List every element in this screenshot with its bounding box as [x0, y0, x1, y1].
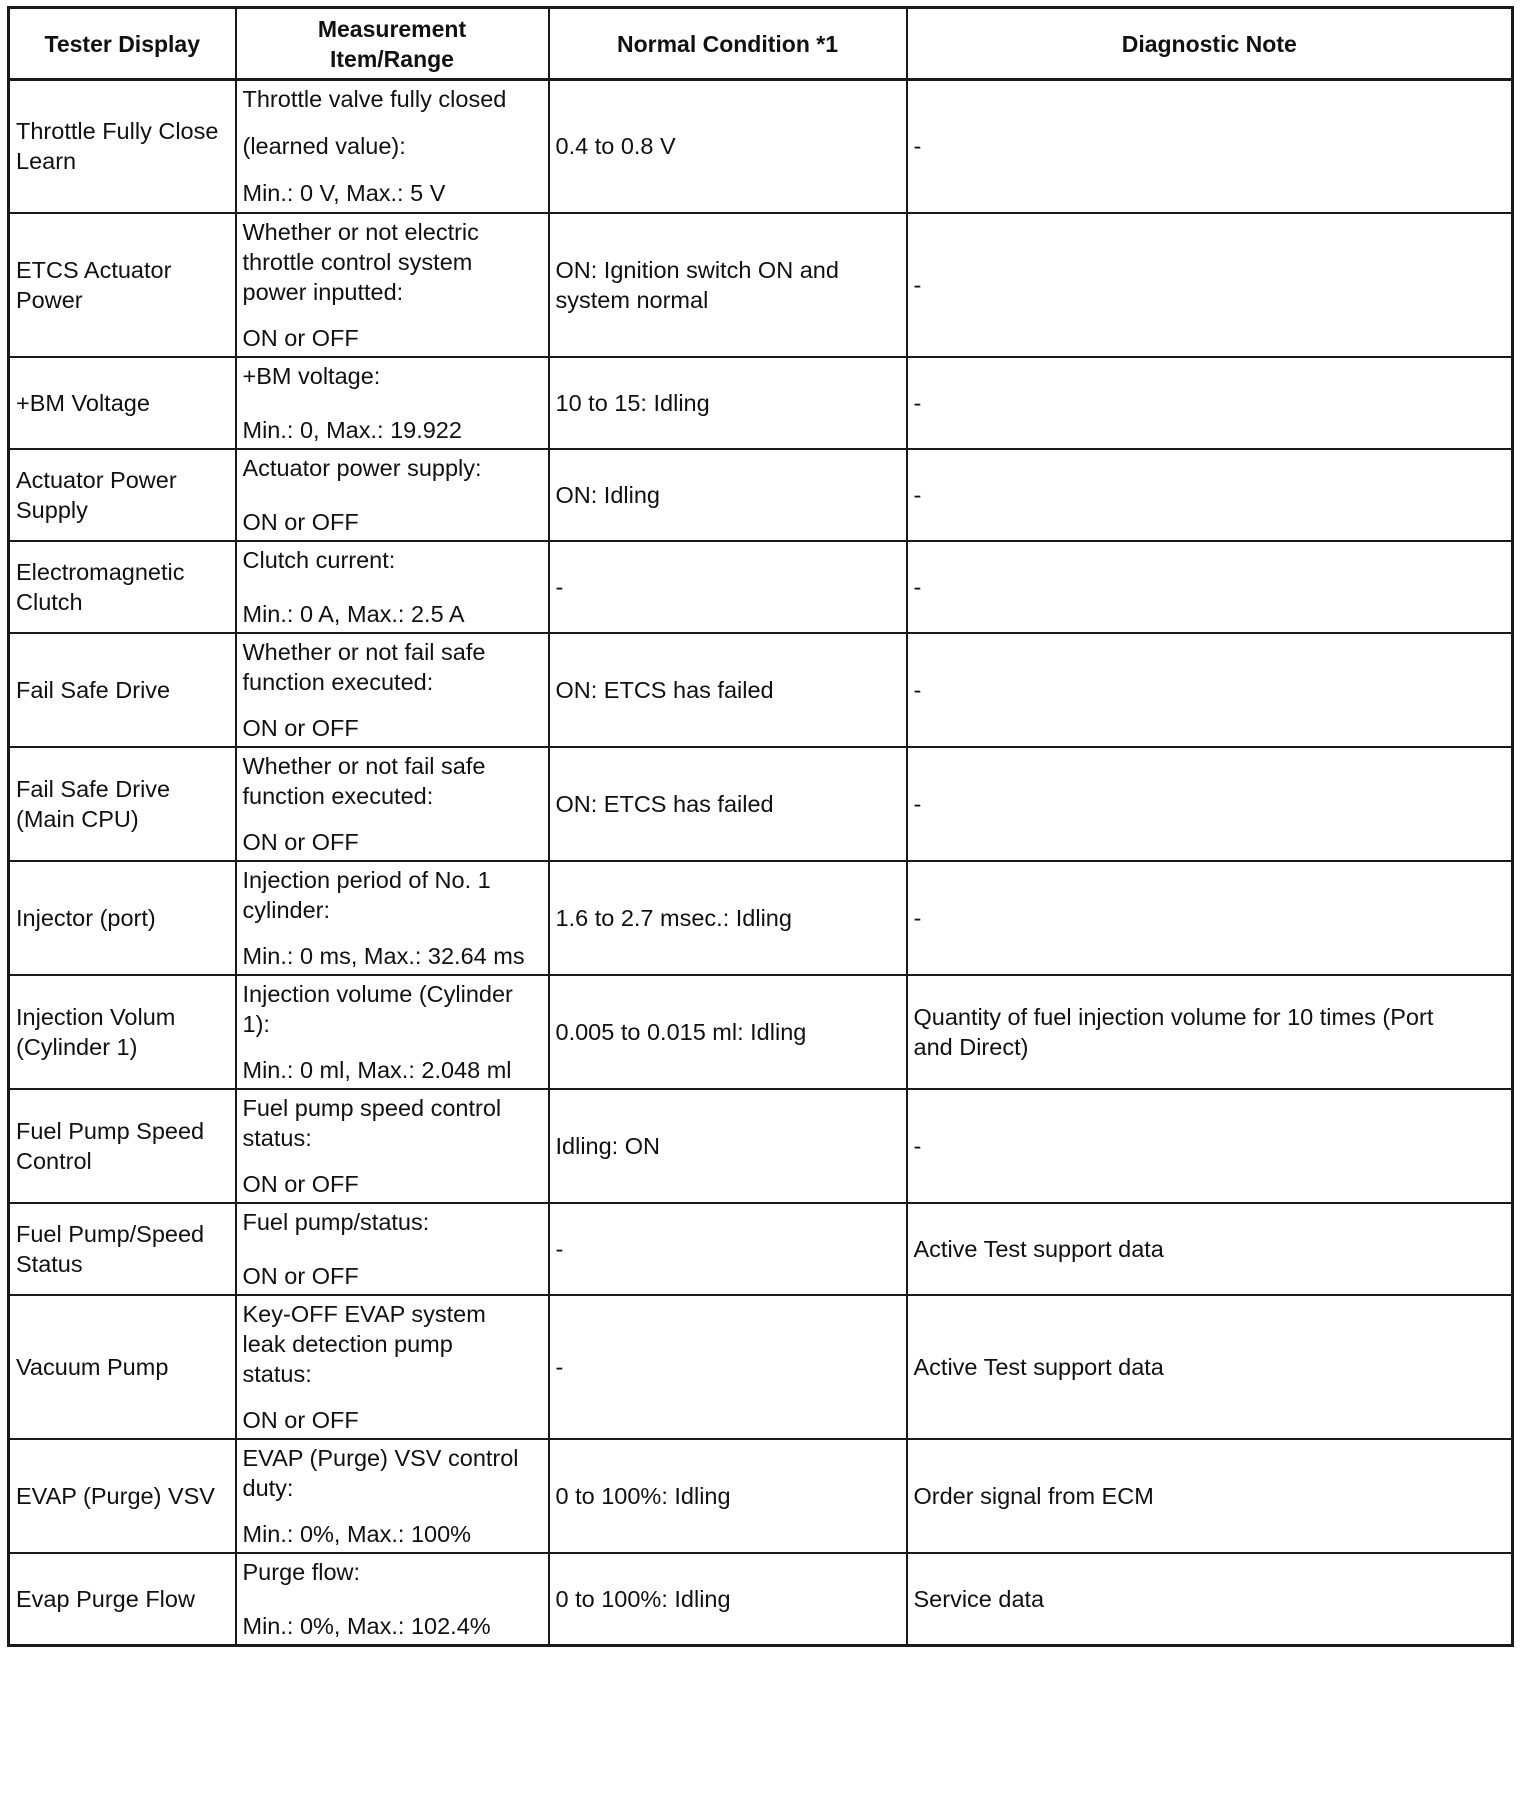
range-description-line: Fuel pump/status:	[242, 1208, 430, 1235]
normal-condition-line: ON: ETCS has failed	[555, 676, 774, 703]
tester-display-cell	[9, 449, 236, 541]
normal-condition-cell	[549, 1553, 907, 1646]
normal-condition-cell	[549, 1295, 907, 1439]
table-row	[9, 1295, 1513, 1439]
diagnostic-note-line: Active Test support data	[913, 1235, 1164, 1262]
measurement-range-cell	[236, 541, 549, 633]
diagnostic-note-cell	[907, 975, 1513, 1089]
tester-display-line: Injector (port)	[16, 904, 156, 931]
header-row	[9, 8, 1513, 80]
normal-condition-line: system normal	[555, 286, 709, 313]
tester-display-line: Learn	[16, 148, 77, 175]
normal-condition-line: -	[555, 1235, 564, 1262]
diagnostic-note-cell	[907, 1439, 1513, 1553]
measurement-range-cell	[236, 1089, 549, 1203]
normal-condition-cell	[549, 633, 907, 747]
diagnostic-note-line: -	[913, 676, 922, 703]
header-measurement-line-2: Item/Range	[330, 45, 454, 72]
diagnostic-note-line: -	[913, 904, 922, 931]
diagnostic-note-line: Quantity of fuel injection volume for 10 times (Port	[913, 1003, 1434, 1030]
header-diagnostic-note: Diagnostic Note	[907, 8, 1513, 80]
range-description-line: (learned value):	[242, 133, 406, 159]
tester-display-cell	[9, 1295, 236, 1439]
normal-condition-line: 0 to 100%: Idling	[555, 1482, 731, 1509]
range-value: Min.: 0 ms, Max.: 32.64 ms	[242, 942, 525, 969]
tester-display-cell	[9, 357, 236, 449]
range-description-line: Actuator power supply:	[242, 454, 482, 481]
diagnostic-note-cell	[907, 541, 1513, 633]
measurement-range-cell	[236, 1439, 549, 1553]
tester-display-line: Power	[16, 286, 83, 313]
range-description-line: function executed:	[242, 668, 434, 695]
normal-condition-line: 1.6 to 2.7 msec.: Idling	[555, 904, 792, 931]
header-measurement-line-1: Measurement	[317, 15, 467, 42]
tester-display-line: Injection Volum	[16, 1003, 176, 1030]
range-description-line: Whether or not fail safe	[242, 752, 486, 779]
tester-display-cell	[9, 633, 236, 747]
range-description-line: Throttle valve fully closed	[242, 86, 507, 112]
normal-condition-line: 0.005 to 0.015 ml: Idling	[555, 1018, 807, 1045]
table-row	[9, 213, 1513, 357]
range-description-line: Clutch current:	[242, 546, 396, 573]
normal-condition-cell	[549, 541, 907, 633]
range-description-line: Key-OFF EVAP system	[242, 1300, 486, 1327]
tester-display-line: +BM Voltage	[16, 389, 150, 416]
table-row	[9, 1089, 1513, 1203]
diagnostic-note-cell	[907, 80, 1513, 213]
normal-condition-cell	[549, 80, 907, 213]
header-normal-condition: Normal Condition *1	[549, 8, 907, 80]
diagnostic-note-line: -	[913, 790, 922, 817]
range-value: Min.: 0%, Max.: 100%	[242, 1520, 472, 1547]
normal-condition-cell	[549, 357, 907, 449]
range-value: Min.: 0 A, Max.: 2.5 A	[242, 600, 465, 627]
header-tester-display: Tester Display	[9, 8, 236, 80]
diagnostic-note-line: Order signal from ECM	[913, 1482, 1154, 1509]
tester-display-line: Fuel Pump/Speed	[16, 1220, 205, 1247]
normal-condition-line: -	[555, 573, 564, 600]
table-row	[9, 1553, 1513, 1646]
measurement-range-cell	[236, 357, 549, 449]
range-value: ON or OFF	[242, 324, 359, 351]
normal-condition-cell	[549, 861, 907, 975]
diagnostic-note-line: -	[913, 573, 922, 600]
table-row	[9, 80, 1513, 213]
diagnostic-note-line: -	[913, 481, 922, 508]
normal-condition-cell	[549, 975, 907, 1089]
tester-display-cell	[9, 80, 236, 213]
diagnostic-note-cell	[907, 213, 1513, 357]
normal-condition-line: Idling: ON	[555, 1132, 660, 1159]
table-row	[9, 861, 1513, 975]
range-description-line: EVAP (Purge) VSV control	[242, 1444, 519, 1471]
table-row	[9, 357, 1513, 449]
tester-display-cell	[9, 1553, 236, 1646]
range-value: Min.: 0%, Max.: 102.4%	[242, 1612, 491, 1639]
measurement-range-cell	[236, 1553, 549, 1646]
measurement-range-cell	[236, 80, 549, 213]
range-value: ON or OFF	[242, 508, 359, 535]
measurement-range-cell	[236, 747, 549, 861]
measurement-range-cell	[236, 975, 549, 1089]
range-description-line: +BM voltage:	[242, 362, 381, 389]
table-body	[9, 80, 1513, 1646]
range-description-line: 1):	[242, 1010, 270, 1037]
normal-condition-line: ON: Ignition switch ON and	[555, 256, 839, 283]
normal-condition-line: 0 to 100%: Idling	[555, 1585, 731, 1612]
diagnostic-note-line: and Direct)	[913, 1033, 1029, 1060]
tester-display-line: Clutch	[16, 588, 83, 615]
table-row	[9, 633, 1513, 747]
range-description-line: status:	[242, 1360, 312, 1387]
header-measurement-item-range	[236, 8, 549, 80]
diagnostic-note-line: Service data	[913, 1585, 1045, 1612]
normal-condition-line: ON: Idling	[555, 481, 660, 508]
range-description-line: Purge flow:	[242, 1558, 361, 1585]
data-list-table-container	[7, 6, 1514, 1647]
diagnostic-note-cell	[907, 357, 1513, 449]
range-value: ON or OFF	[242, 1262, 359, 1289]
tester-display-line: Electromagnetic	[16, 558, 185, 585]
diagnostic-note-cell	[907, 449, 1513, 541]
tester-display-line: Status	[16, 1250, 83, 1277]
tester-display-line: ETCS Actuator	[16, 256, 172, 283]
diagnostic-note-cell	[907, 1089, 1513, 1203]
range-description-line: Whether or not electric	[242, 218, 479, 245]
tester-display-line: EVAP (Purge) VSV	[16, 1482, 215, 1509]
table-row	[9, 975, 1513, 1089]
diagnostic-note-line: -	[913, 1132, 922, 1159]
tester-display-line: (Cylinder 1)	[16, 1033, 138, 1060]
diagnostic-note-line: -	[913, 389, 922, 416]
range-description-line: Injection volume (Cylinder	[242, 980, 513, 1007]
tester-display-line: (Main CPU)	[16, 805, 139, 832]
range-value: ON or OFF	[242, 714, 359, 741]
normal-condition-cell	[549, 1203, 907, 1295]
range-description-line: leak detection pump	[242, 1330, 453, 1357]
tester-display-cell	[9, 1439, 236, 1553]
range-description-line: throttle control system	[242, 248, 473, 275]
range-description-line: Whether or not fail safe	[242, 638, 486, 665]
diagnostic-note-line: -	[913, 133, 922, 160]
tester-display-line: Actuator Power	[16, 466, 177, 493]
range-description-line: cylinder:	[242, 896, 331, 923]
normal-condition-line: 10 to 15: Idling	[555, 389, 710, 416]
normal-condition-cell	[549, 213, 907, 357]
measurement-range-cell	[236, 1203, 549, 1295]
normal-condition-cell	[549, 449, 907, 541]
tester-display-line: Fail Safe Drive	[16, 775, 171, 802]
table-row	[9, 1439, 1513, 1553]
table-row	[9, 747, 1513, 861]
measurement-range-cell	[236, 1295, 549, 1439]
tester-display-cell	[9, 861, 236, 975]
range-value: ON or OFF	[242, 1406, 359, 1433]
normal-condition-cell	[549, 747, 907, 861]
diagnostic-note-cell	[907, 1553, 1513, 1646]
normal-condition-line: ON: ETCS has failed	[555, 790, 774, 817]
tester-display-cell	[9, 213, 236, 357]
table-row	[9, 449, 1513, 541]
diagnostic-note-cell	[907, 1203, 1513, 1295]
diagnostic-note-cell	[907, 633, 1513, 747]
normal-condition-cell	[549, 1439, 907, 1553]
tester-display-line: Fail Safe Drive	[16, 676, 171, 703]
range-value: ON or OFF	[242, 828, 359, 855]
measurement-range-cell	[236, 213, 549, 357]
normal-condition-line: 0.4 to 0.8 V	[555, 133, 676, 160]
diagnostic-note-cell	[907, 1295, 1513, 1439]
diagnostic-note-cell	[907, 747, 1513, 861]
tester-display-line: Evap Purge Flow	[16, 1585, 195, 1612]
tester-display-cell	[9, 1089, 236, 1203]
tester-display-cell	[9, 975, 236, 1089]
table-row	[9, 1203, 1513, 1295]
measurement-range-cell	[236, 861, 549, 975]
range-description-line: power inputted:	[242, 278, 404, 305]
range-value: Min.: 0 ml, Max.: 2.048 ml	[242, 1056, 512, 1083]
range-value: ON or OFF	[242, 1170, 359, 1197]
tester-display-line: Supply	[16, 496, 88, 523]
tester-display-cell	[9, 541, 236, 633]
diagnostic-note-line: Active Test support data	[913, 1353, 1164, 1380]
tester-display-cell	[9, 1203, 236, 1295]
range-description-line: duty:	[242, 1474, 294, 1501]
normal-condition-cell	[549, 1089, 907, 1203]
measurement-range-cell	[236, 633, 549, 747]
table-row	[9, 541, 1513, 633]
range-value: Min.: 0 V, Max.: 5 V	[242, 180, 446, 206]
measurement-range-cell	[236, 449, 549, 541]
diagnostic-note-line: -	[913, 271, 922, 298]
tester-display-line: Throttle Fully Close	[16, 118, 219, 145]
data-list-table	[7, 6, 1514, 1647]
tester-display-cell	[9, 747, 236, 861]
tester-display-line: Control	[16, 1147, 92, 1174]
normal-condition-line: -	[555, 1353, 564, 1380]
range-description-line: status:	[242, 1124, 312, 1151]
range-value: Min.: 0, Max.: 19.922	[242, 416, 462, 443]
range-description-line: Injection period of No. 1	[242, 866, 491, 893]
range-description-line: function executed:	[242, 782, 434, 809]
diagnostic-note-cell	[907, 861, 1513, 975]
tester-display-line: Fuel Pump Speed	[16, 1117, 205, 1144]
range-description-line: Fuel pump speed control	[242, 1094, 502, 1121]
tester-display-line: Vacuum Pump	[16, 1353, 169, 1380]
